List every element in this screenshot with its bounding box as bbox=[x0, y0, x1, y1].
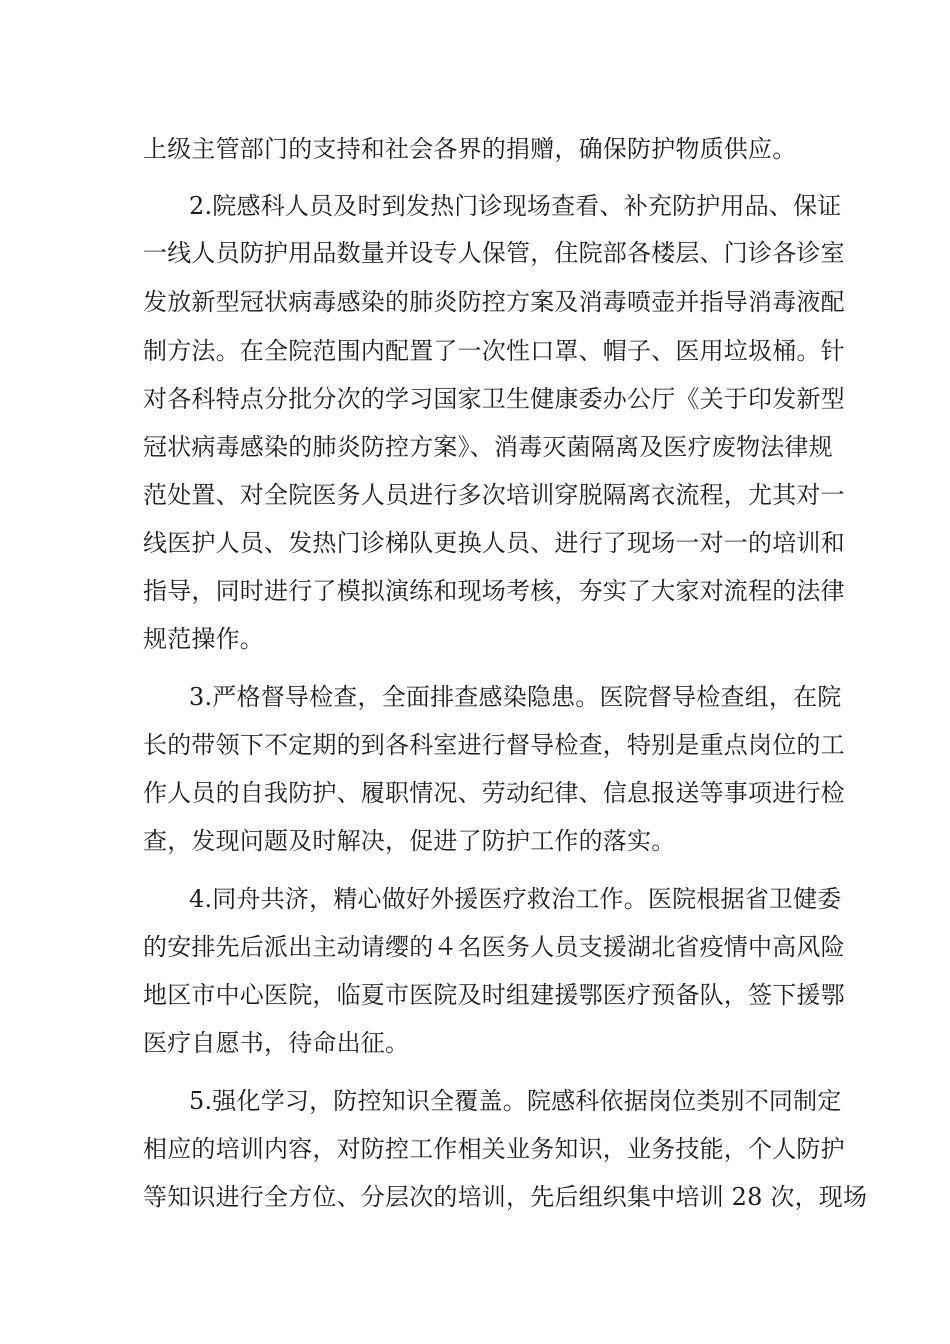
text-line: 地区市中心医院，临夏市医院及时组建援鄂医疗预备队，签下援鄂 bbox=[143, 981, 845, 1009]
text-line: 指导，同时进行了模拟演练和现场考核，夯实了大家对流程的法律 bbox=[143, 577, 845, 605]
text-line: 规范操作。 bbox=[143, 625, 264, 653]
text-line: 制方法。在全院范围内配置了一次性口罩、帽子、医用垃圾桶。针 bbox=[143, 337, 845, 365]
text-line: 线医护人员、发热门诊梯队更换人员、进行了现场一对一的培训和 bbox=[143, 529, 845, 557]
text-line: 冠状病毒感染的肺炎防控方案》、消毒灭菌隔离及医疗废物法律规 bbox=[143, 433, 833, 461]
paragraph-5-start: 5.强化学习，防控知识全覆盖。院感科依据岗位类别不同制定 bbox=[189, 1087, 842, 1115]
text-line: 等知识进行全方位、分层次的培训，先后组织集中培训 28 次，现场 bbox=[143, 1183, 868, 1211]
text-line: 作人员的自我防护、履职情况、劳动纪律、信息报送等事项进行检 bbox=[143, 779, 845, 807]
text-line: 上级主管部门的支持和社会各界的捐赠，确保防护物质供应。 bbox=[143, 135, 797, 163]
text-line: 长的带领下不定期的到各科室进行督导检查，特别是重点岗位的工 bbox=[143, 731, 845, 759]
text-line: 相应的培训内容，对防控工作相关业务知识，业务技能，个人防护 bbox=[143, 1135, 845, 1163]
paragraph-4-start: 4.同舟共济，精心做好外援医疗救治工作。医院根据省卫健委 bbox=[189, 885, 842, 913]
text-line: 的安排先后派出主动请缨的４名医务人员支援湖北省疫情中高风险 bbox=[143, 933, 845, 961]
text-line: 对各科特点分批分次的学习国家卫生健康委办公厅《关于印发新型 bbox=[143, 385, 845, 413]
paragraph-3-start: 3.严格督导检查，全面排查感染隐患。医院督导检查组，在院 bbox=[189, 683, 842, 711]
text-line: 发放新型冠状病毒感染的肺炎防控方案及消毒喷壶并指导消毒液配 bbox=[143, 288, 845, 316]
text-line: 一线人员防护用品数量并设专人保管，住院部各楼层、门诊各诊室 bbox=[143, 239, 845, 267]
paragraph-2-start: 2.院感科人员及时到发热门诊现场查看、补充防护用品、保证 bbox=[189, 192, 842, 220]
text-line: 查，发现问题及时解决，促进了防护工作的落实。 bbox=[143, 827, 676, 855]
text-line: 医疗自愿书，待命出征。 bbox=[143, 1029, 410, 1057]
text-line: 范处置、对全院医务人员进行多次培训穿脱隔离衣流程，尤其对一 bbox=[143, 481, 845, 509]
